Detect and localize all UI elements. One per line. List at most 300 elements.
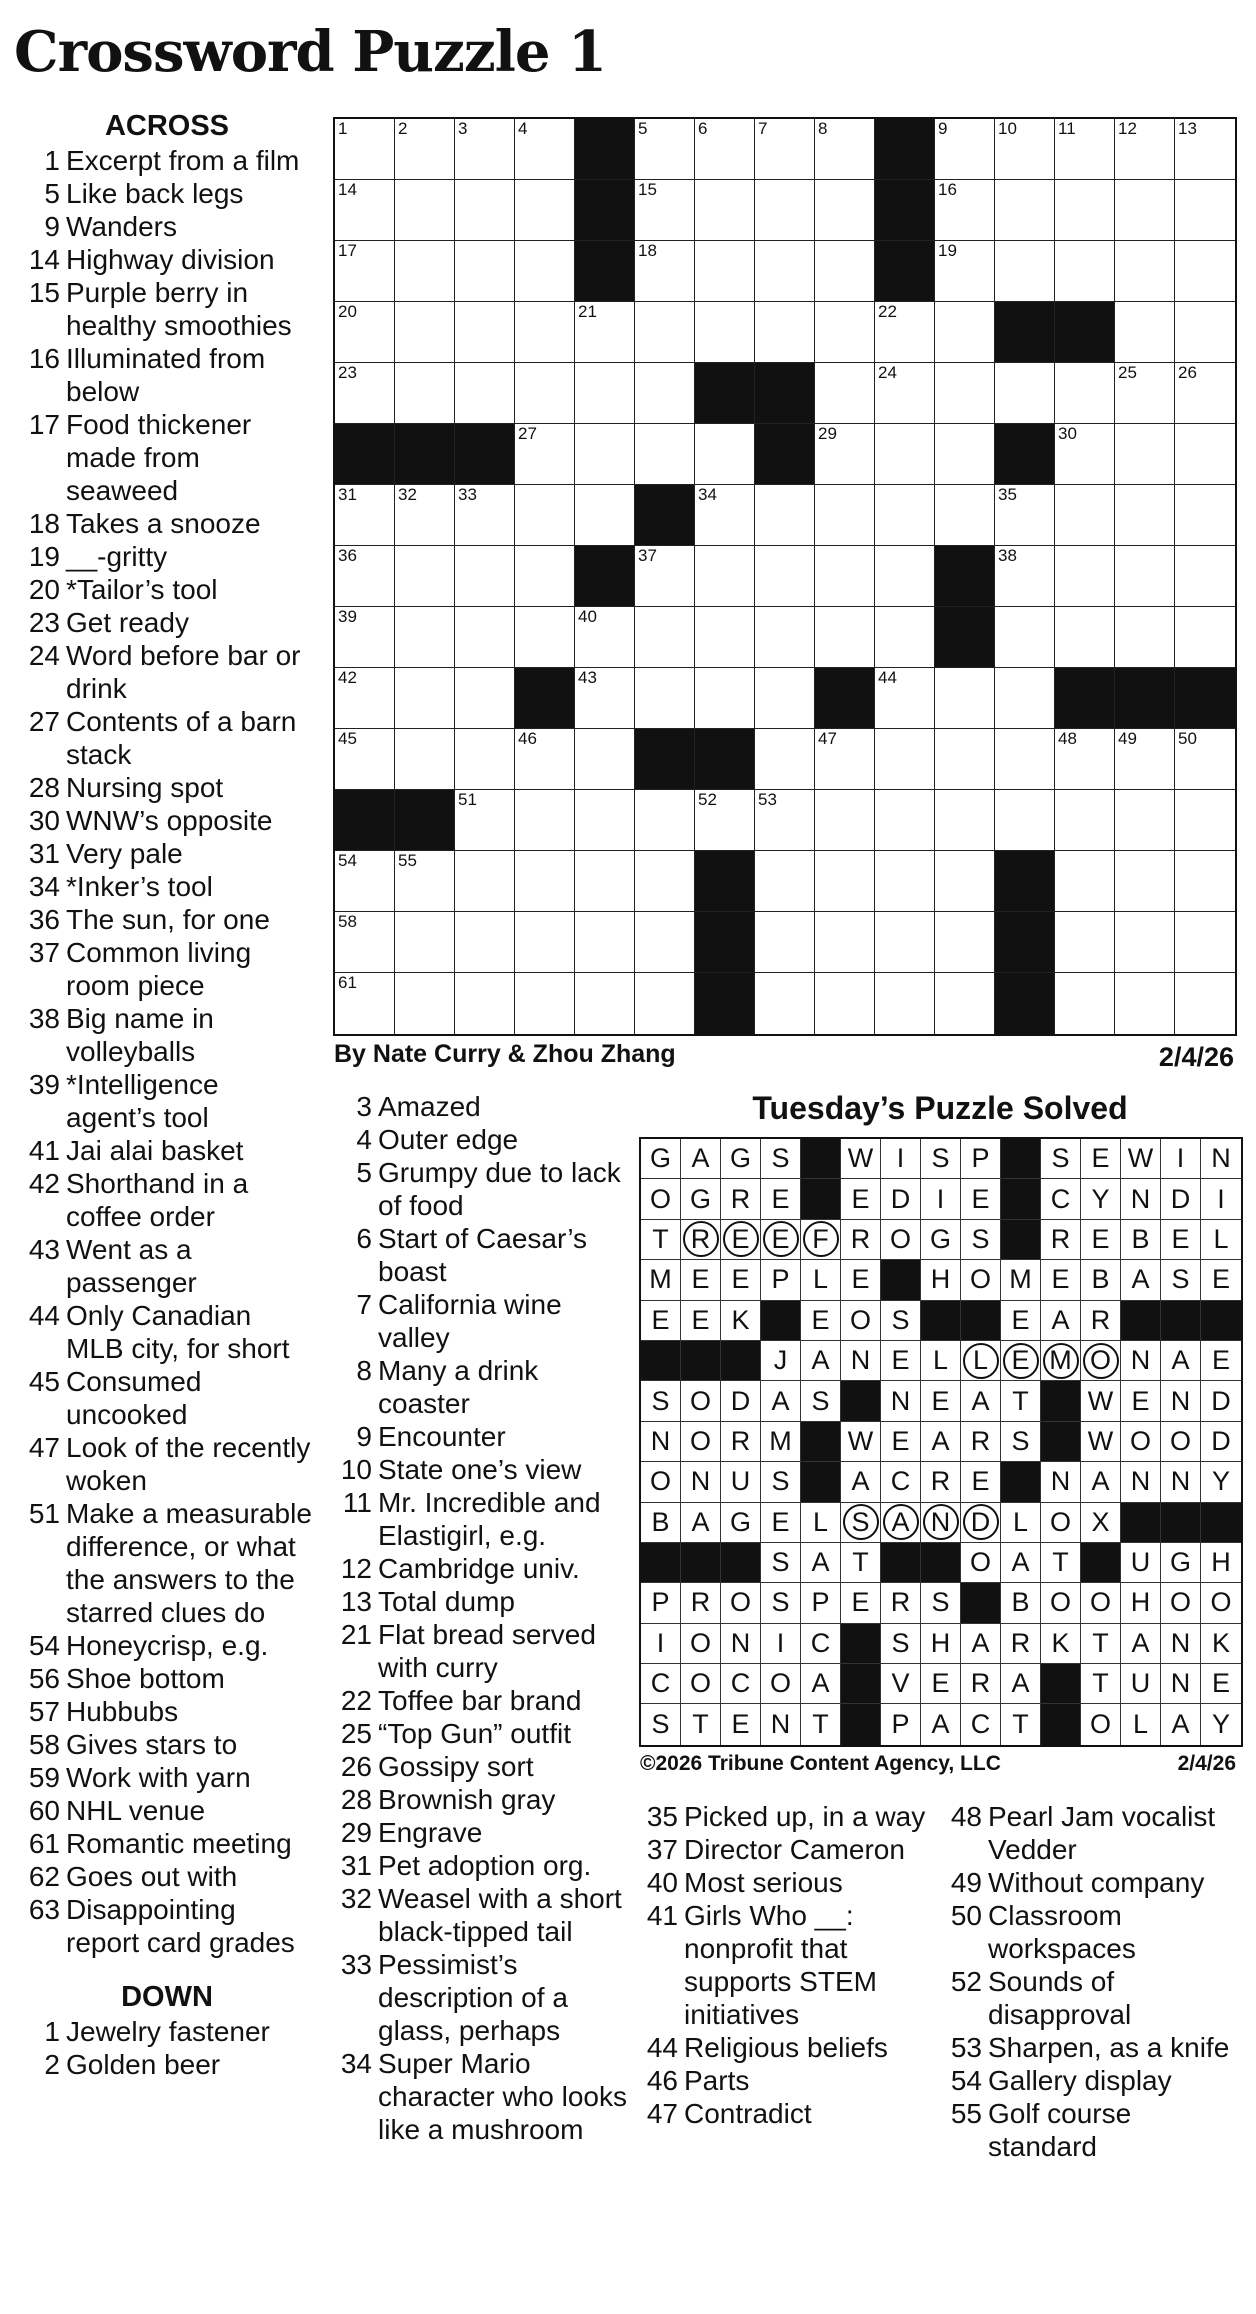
clue-text: Amazed [378,1091,481,1122]
solution-cell [1161,1260,1201,1300]
clue-number: 52 [950,1966,982,1997]
grid-cell[interactable] [455,912,515,973]
grid-cell[interactable] [1055,119,1115,180]
grid-cell[interactable] [515,302,575,363]
clue-item [18,210,316,243]
clue-number: 18 [28,508,60,539]
grid-cell[interactable] [815,607,875,668]
grid-cell[interactable] [455,851,515,912]
grid-cell[interactable] [815,851,875,912]
grid-cell[interactable] [575,302,635,363]
clue-number: 25 [340,1718,372,1749]
grid-cell[interactable] [875,363,935,424]
clue-text: Parts [684,2065,750,2096]
solution-letter: P [771,1264,790,1295]
grid-cell[interactable] [455,119,515,180]
grid-cell[interactable] [1175,485,1235,546]
clue-text: Encounter [378,1421,506,1452]
solution-cell [1201,1139,1241,1179]
grid-cell[interactable] [695,790,755,851]
solution-cell [1121,1381,1161,1421]
grid-cell[interactable] [575,424,635,485]
cell-number: 15 [638,180,657,199]
grid-cell[interactable] [695,302,755,363]
solution-letter: N [1130,1466,1151,1497]
grid-cell[interactable] [395,668,455,729]
grid-cell[interactable] [515,180,575,241]
grid-cell[interactable] [395,851,455,912]
grid-cell[interactable] [395,607,455,668]
black-square [815,668,875,729]
grid-cell[interactable] [695,424,755,485]
puzzle-date: 2/4/26 [1158,1042,1234,1072]
cell-number: 14 [338,180,357,199]
grid-cell[interactable] [935,851,995,912]
grid-cell[interactable] [575,668,635,729]
solution-cell [761,1341,801,1381]
solution-black-square [841,1624,881,1664]
grid-cell[interactable] [1055,912,1115,973]
clue-number: 39 [28,1069,60,1100]
grid-cell[interactable] [995,729,1055,790]
grid-cell[interactable] [635,851,695,912]
grid-cell[interactable] [395,363,455,424]
grid-cell[interactable] [335,546,395,607]
grid-cell[interactable] [815,241,875,302]
grid-cell[interactable] [875,851,935,912]
circled-letter: F [803,1221,839,1257]
solution-cell [1121,1704,1161,1744]
grid-cell[interactable] [515,424,575,485]
grid-cell[interactable] [935,790,995,851]
grid-cell[interactable] [815,424,875,485]
solution-black-square [801,1422,841,1462]
solution-black-square [721,1543,761,1583]
grid-cell[interactable] [395,241,455,302]
clue-text: Highway division [66,244,275,275]
grid-cell[interactable] [815,363,875,424]
grid-cell[interactable] [1055,241,1115,302]
grid-cell[interactable] [335,851,395,912]
grid-cell[interactable] [515,241,575,302]
solution-cell [801,1543,841,1583]
solution-letter: N [1050,1466,1071,1497]
solution-cell [761,1624,801,1664]
grid-cell[interactable] [935,973,995,1034]
grid-cell[interactable] [695,668,755,729]
solution-letter: E [651,1304,670,1335]
grid-cell[interactable] [635,790,695,851]
grid-cell[interactable] [1115,424,1175,485]
grid-cell[interactable] [1055,790,1115,851]
grid-cell[interactable] [1055,424,1115,485]
grid-cell[interactable] [695,607,755,668]
solution-letter: T [1092,1668,1109,1699]
solution-cell [1001,1664,1041,1704]
solution-letter: R [1090,1304,1111,1335]
grid-cell[interactable] [515,973,575,1034]
grid-cell[interactable] [755,729,815,790]
clue-number: 62 [28,1861,60,1892]
grid-cell[interactable] [935,912,995,973]
grid-cell[interactable] [455,302,515,363]
grid-cell[interactable] [515,851,575,912]
cell-number: 21 [578,302,597,321]
grid-cell[interactable] [695,485,755,546]
grid-cell[interactable] [395,912,455,973]
grid-cell[interactable] [335,668,395,729]
grid-cell[interactable] [455,973,515,1034]
clue-item [330,1585,630,1618]
solution-letter: A [1171,1345,1190,1376]
grid-cell[interactable] [1115,546,1175,607]
solution-letter: E [1091,1223,1110,1254]
grid-cell[interactable] [575,729,635,790]
grid-cell[interactable] [755,302,815,363]
grid-cell[interactable] [635,180,695,241]
solution-black-square [921,1301,961,1341]
clue-item [18,1860,316,1893]
grid-cell[interactable] [455,607,515,668]
cell-number: 33 [458,485,477,504]
grid-cell[interactable] [755,790,815,851]
clue-text: *Inker’s tool [66,871,213,902]
grid-cell[interactable] [335,729,395,790]
solution-cell [881,1301,921,1341]
grid-cell[interactable] [695,180,755,241]
grid-cell[interactable] [935,241,995,302]
grid-cell[interactable] [515,363,575,424]
clue-text: Picked up, in a way [684,1801,926,1832]
grid-cell[interactable] [755,973,815,1034]
grid-cell[interactable] [875,790,935,851]
grid-cell[interactable] [995,119,1055,180]
grid-cell[interactable] [635,241,695,302]
black-square [695,912,755,973]
grid-cell[interactable] [1055,363,1115,424]
grid-cell[interactable] [455,668,515,729]
clue-text: Pet adoption org. [378,1850,592,1881]
cell-number: 39 [338,607,357,626]
grid-cell[interactable] [395,485,455,546]
grid-cell[interactable] [335,241,395,302]
solution-black-square [841,1381,881,1421]
cell-number: 57 [998,851,1017,870]
grid-cell[interactable] [875,912,935,973]
grid-cell[interactable] [1055,607,1115,668]
solution-cell [921,1583,961,1623]
grid-cell[interactable] [1055,851,1115,912]
grid-cell[interactable] [575,485,635,546]
grid-cell[interactable] [875,485,935,546]
solution-cell [881,1704,921,1744]
grid-cell[interactable] [455,546,515,607]
grid-cell[interactable] [935,668,995,729]
grid-cell[interactable] [695,119,755,180]
grid-cell[interactable] [755,485,815,546]
grid-cell[interactable] [395,546,455,607]
grid-cell[interactable] [515,485,575,546]
solution-letter: B [1091,1264,1110,1295]
cell-number: 3 [458,119,468,138]
clue-number: 42 [28,1168,60,1199]
grid-cell[interactable] [335,119,395,180]
grid-cell[interactable] [635,546,695,607]
down-header: DOWN [121,1981,213,2013]
grid-cell[interactable] [875,546,935,607]
grid-cell[interactable] [815,546,875,607]
grid-cell[interactable] [575,790,635,851]
grid-cell[interactable] [755,912,815,973]
grid-cell[interactable] [935,485,995,546]
grid-cell[interactable] [1115,851,1175,912]
grid-cell[interactable] [515,119,575,180]
grid-cell[interactable] [1175,912,1235,973]
black-square [995,302,1055,363]
grid-cell[interactable] [995,790,1055,851]
cell-number: 26 [1178,363,1197,382]
solution-cell [801,1260,841,1300]
clue-text: Sharpen, as a knife [988,2032,1230,2063]
grid-cell[interactable] [1115,302,1175,363]
grid-cell[interactable] [1115,607,1175,668]
solution-letter: S [931,1143,950,1174]
grid-cell[interactable] [1175,180,1235,241]
clue-text: Contents of a barn stack [66,706,297,770]
grid-cell[interactable] [815,973,875,1034]
grid-cell[interactable] [815,119,875,180]
solution-cell [1001,1543,1041,1583]
solution-cell [641,1139,681,1179]
solution-cell [721,1503,761,1543]
solution-cell [721,1664,761,1704]
grid-cell[interactable] [635,363,695,424]
grid-cell[interactable] [1175,546,1235,607]
solution-letter: A [1131,1627,1150,1658]
grid-cell[interactable] [575,851,635,912]
grid-cell[interactable] [395,729,455,790]
grid-cell[interactable] [335,973,395,1034]
grid-cell[interactable] [995,485,1055,546]
grid-cell[interactable] [995,546,1055,607]
grid-cell[interactable] [935,180,995,241]
grid-cell[interactable] [935,302,995,363]
grid-cell[interactable] [335,607,395,668]
grid-cell[interactable] [395,302,455,363]
grid-cell[interactable] [1055,973,1115,1034]
solution-letter: S [931,1587,950,1618]
grid-cell[interactable] [395,973,455,1034]
grid-cell[interactable] [695,546,755,607]
grid-cell[interactable] [755,607,815,668]
grid-cell[interactable] [995,607,1055,668]
clue-item [18,2015,316,2048]
grid-cell[interactable] [1115,973,1175,1034]
grid-cell[interactable] [1115,912,1175,973]
grid-cell[interactable] [455,363,515,424]
solution-black-square [1001,1179,1041,1219]
grid-cell[interactable] [635,973,695,1034]
grid-cell[interactable] [335,363,395,424]
grid-cell[interactable] [755,119,815,180]
grid-cell[interactable] [1175,607,1235,668]
clue-number: 4 [356,1124,372,1155]
clue-number: 28 [28,772,60,803]
clue-text: Classroom workspaces [988,1900,1136,1964]
grid-cell[interactable] [995,180,1055,241]
grid-cell[interactable] [515,546,575,607]
solution-letter: N [1170,1466,1191,1497]
solution-letter: R [930,1466,951,1497]
grid-cell[interactable] [635,119,695,180]
grid-cell[interactable] [455,790,515,851]
grid-cell[interactable] [335,180,395,241]
solution-cell [881,1503,921,1543]
grid-cell[interactable] [635,668,695,729]
grid-cell[interactable] [875,607,935,668]
grid-cell[interactable] [995,668,1055,729]
solution-letter: W [847,1143,874,1174]
grid-cell[interactable] [1175,363,1235,424]
grid-cell[interactable] [935,424,995,485]
solution-letter: L [812,1506,829,1537]
grid-cell[interactable] [1175,119,1235,180]
grid-cell[interactable] [995,241,1055,302]
grid-cell[interactable] [635,607,695,668]
grid-cell[interactable] [995,363,1055,424]
clue-item [18,1629,316,1662]
solution-letter: Y [1211,1466,1230,1497]
grid-cell[interactable] [635,302,695,363]
grid-cell[interactable] [335,485,395,546]
grid-cell[interactable] [335,302,395,363]
solution-cell [1041,1139,1081,1179]
grid-cell[interactable] [1175,790,1235,851]
grid-cell[interactable] [455,485,515,546]
solution-cell [681,1260,721,1300]
grid-cell[interactable] [575,363,635,424]
grid-cell[interactable] [755,668,815,729]
clue-text: Flat bread served with curry [378,1619,596,1683]
grid-cell[interactable] [935,363,995,424]
grid-cell[interactable] [395,119,455,180]
grid-cell[interactable] [875,424,935,485]
grid-cell[interactable] [515,607,575,668]
grid-cell[interactable] [1055,729,1115,790]
solution-letter: C [890,1466,911,1497]
grid-cell[interactable] [335,912,395,973]
grid-cell[interactable] [455,180,515,241]
grid-cell[interactable] [875,302,935,363]
grid-cell[interactable] [1055,180,1115,241]
clue-item [330,1090,630,1123]
grid-cell[interactable] [755,851,815,912]
grid-cell[interactable] [1055,485,1115,546]
grid-cell[interactable] [935,119,995,180]
grid-cell[interactable] [1115,241,1175,302]
clue-text: Most serious [684,1867,843,1898]
grid-cell[interactable] [635,424,695,485]
grid-cell[interactable] [455,729,515,790]
solution-letter: A [811,1668,830,1699]
clue-item [18,2048,316,2081]
grid-cell[interactable] [515,729,575,790]
clue-number: 60 [28,1795,60,1826]
clue-item [940,1965,1240,2031]
grid-cell[interactable] [515,790,575,851]
grid-cell[interactable] [575,973,635,1034]
solution-cell [801,1583,841,1623]
grid-cell[interactable] [575,607,635,668]
grid-cell[interactable] [815,790,875,851]
clue-item [18,1893,316,1959]
grid-cell[interactable] [815,729,875,790]
grid-cell[interactable] [515,912,575,973]
grid-cell[interactable] [875,973,935,1034]
grid-cell[interactable] [1175,973,1235,1034]
grid-cell[interactable] [1175,424,1235,485]
grid-cell[interactable] [1115,119,1175,180]
circled-letter: O [1083,1343,1119,1379]
clue-text: Total dump [378,1586,515,1617]
grid-cell[interactable] [875,729,935,790]
solution-letter: C [650,1668,671,1699]
grid-cell[interactable] [935,729,995,790]
cell-number: 8 [818,119,828,138]
grid-cell[interactable] [635,912,695,973]
grid-cell[interactable] [815,302,875,363]
solution-cell [1081,1341,1121,1381]
grid-cell[interactable] [1115,729,1175,790]
clue-item [18,1431,316,1497]
clue-item [636,2064,936,2097]
clue-text: Pearl Jam vocalist Vedder [988,1801,1216,1865]
clue-text: *Intelligence agent’s tool [66,1069,219,1133]
grid-cell[interactable] [1175,302,1235,363]
grid-cell[interactable] [815,485,875,546]
grid-cell[interactable] [1175,241,1235,302]
grid-cell[interactable] [755,241,815,302]
grid-cell[interactable] [755,180,815,241]
grid-cell[interactable] [875,668,935,729]
grid-cell[interactable] [575,912,635,973]
grid-cell[interactable] [1175,729,1235,790]
grid-cell[interactable] [1115,180,1175,241]
solution-letter: O [689,1425,711,1456]
clue-item [18,1497,316,1629]
solution-cell [761,1543,801,1583]
grid-cell[interactable] [1115,790,1175,851]
solution-cell [1161,1624,1201,1664]
solution-cell [1001,1301,1041,1341]
grid-cell[interactable] [395,180,455,241]
grid-cell[interactable] [455,241,515,302]
solution-cell [761,1260,801,1300]
clue-item [940,1899,1240,1965]
grid-cell[interactable] [1175,851,1235,912]
solution-cell [841,1179,881,1219]
grid-cell[interactable] [1115,485,1175,546]
grid-cell[interactable] [1115,363,1175,424]
solution-letter: J [773,1345,788,1376]
solution-cell [1161,1220,1201,1260]
grid-cell[interactable] [815,180,875,241]
grid-cell[interactable] [695,241,755,302]
grid-cell[interactable] [1055,546,1115,607]
grid-cell[interactable] [755,546,815,607]
grid-cell[interactable] [815,912,875,973]
solution-cell [1121,1179,1161,1219]
